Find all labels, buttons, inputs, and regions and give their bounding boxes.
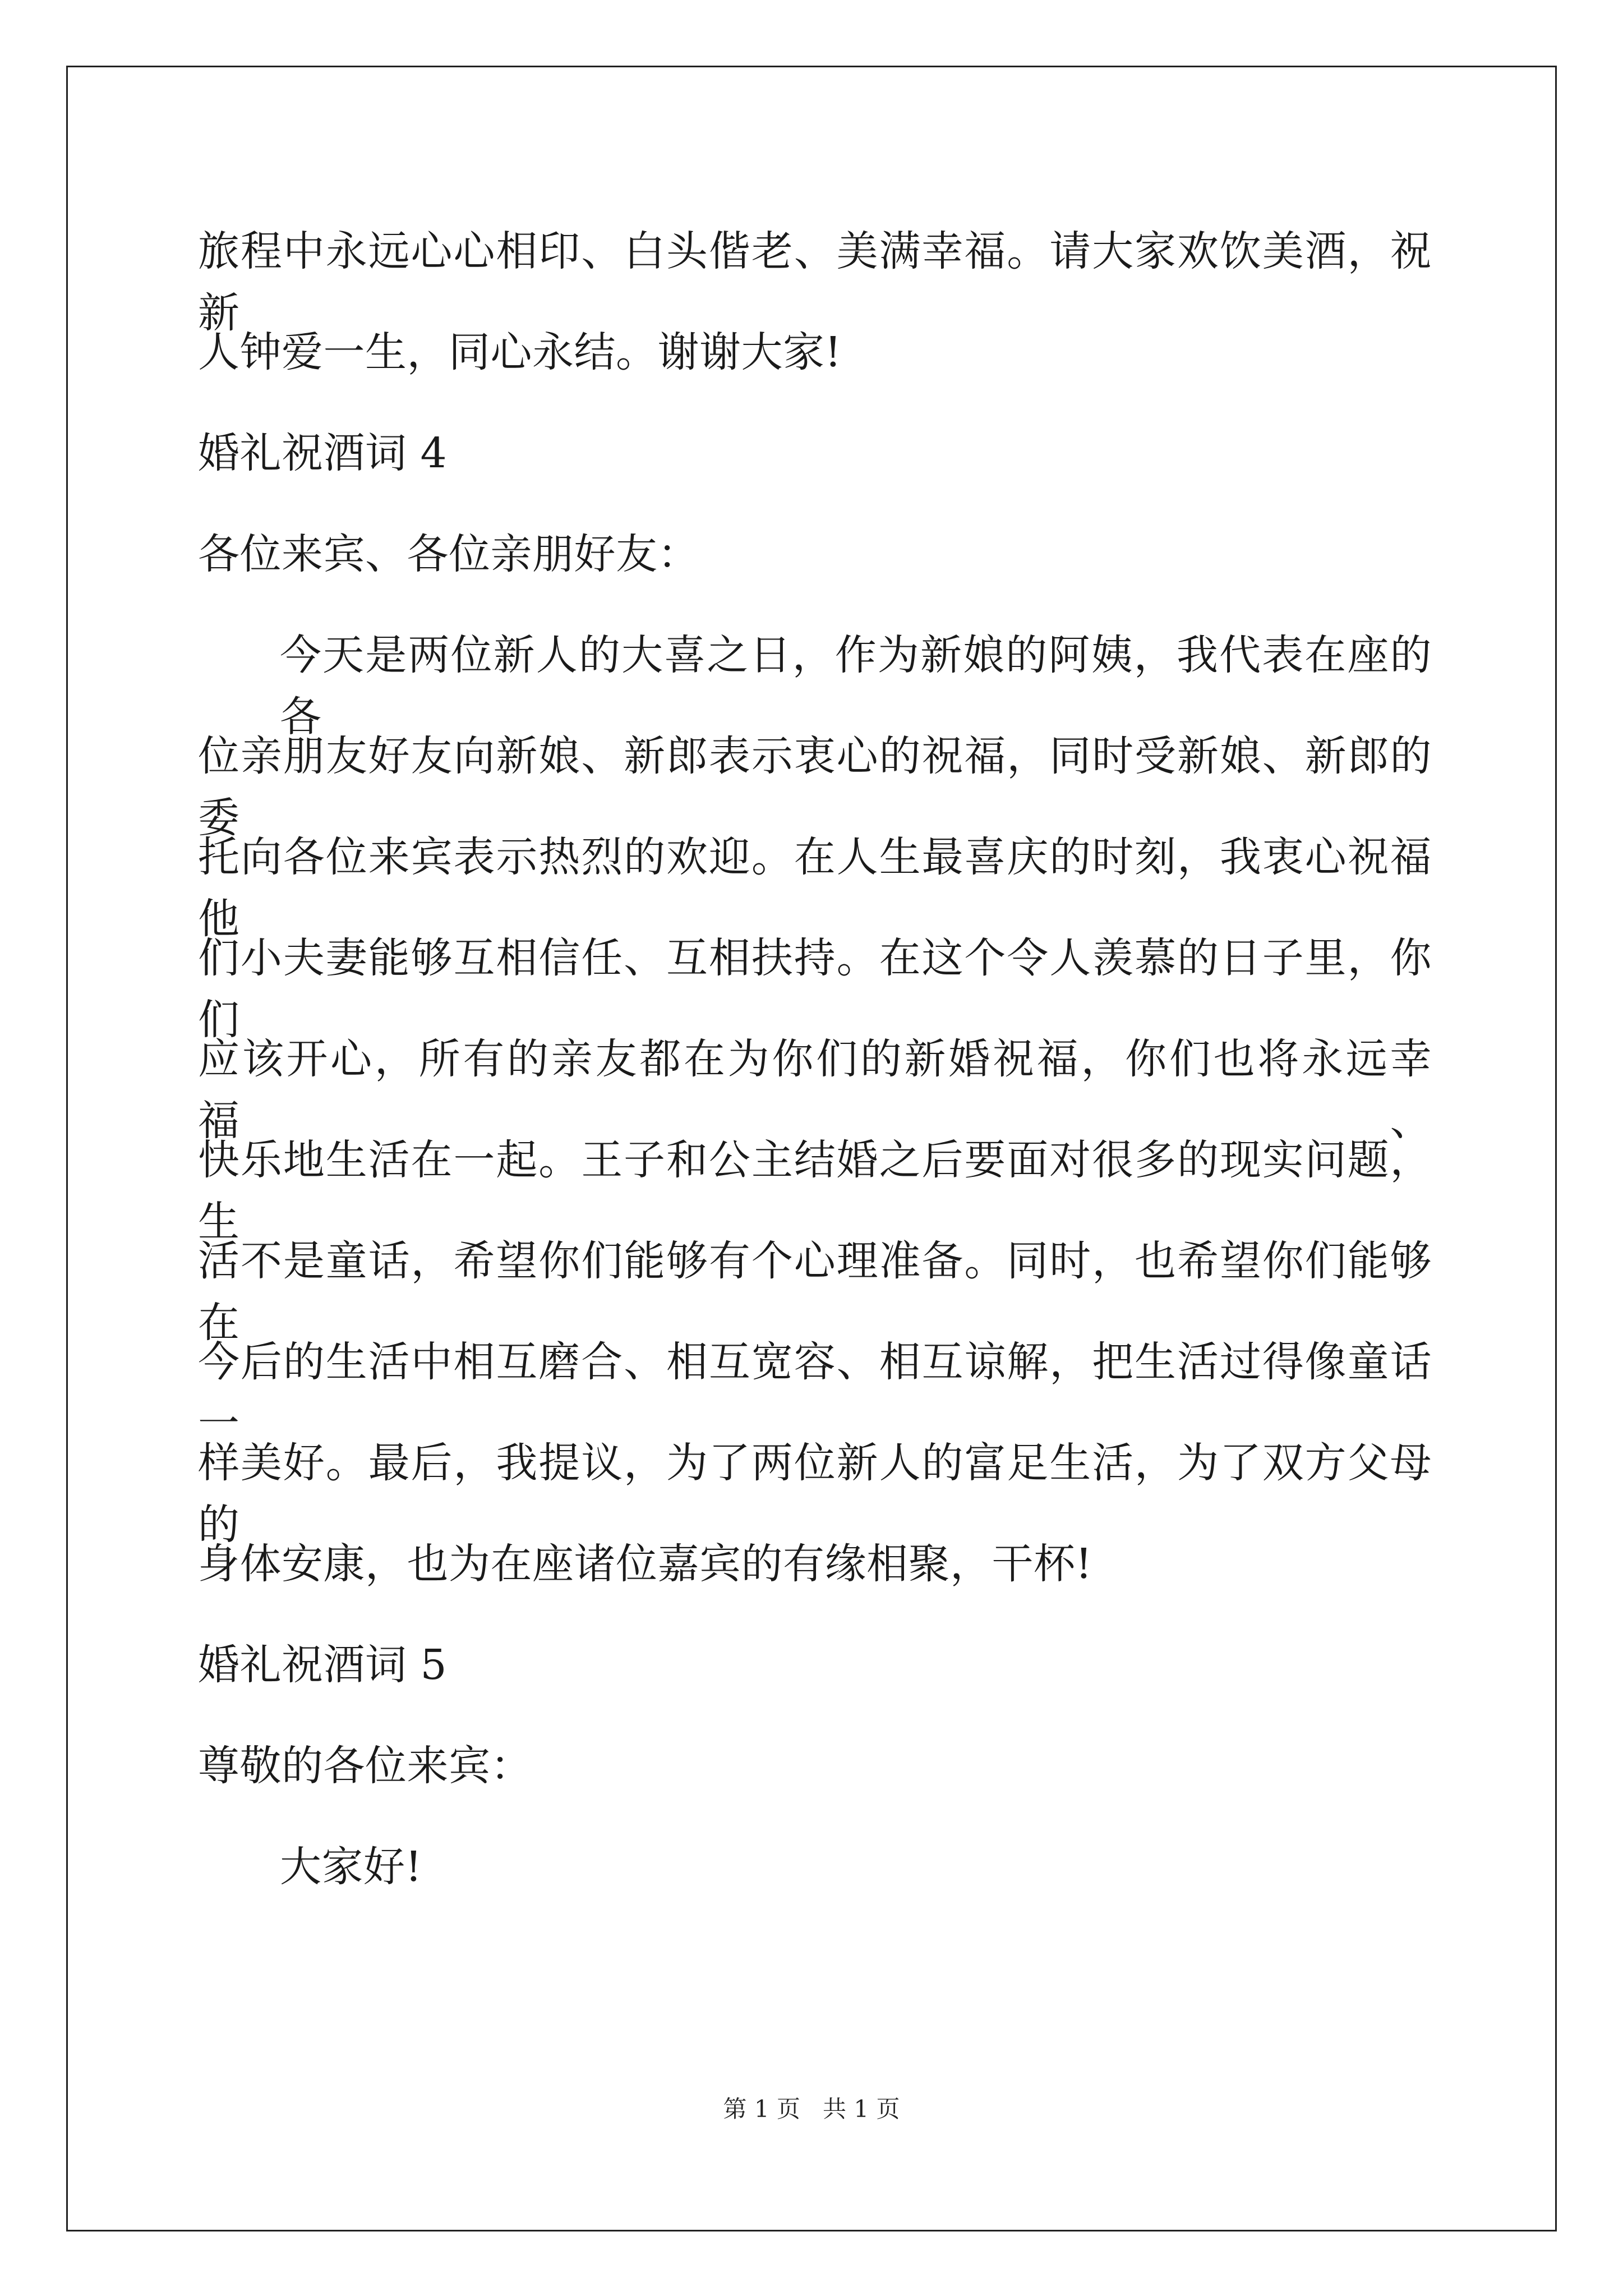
body-line: 旅程中永远心心相印、白头偕老、美满幸福。请大家欢饮美酒，祝新 [198, 227, 1432, 337]
greeting: 大家好! [280, 1843, 422, 1891]
body-line: 活不是童话，希望你们能够有个心理准备。同时，也希望你们能够在 [198, 1237, 1432, 1347]
section-heading: 婚礼祝酒词 5 [198, 1641, 448, 1689]
salutation: 各位来宾、各位亲朋好友： [198, 530, 699, 578]
salutation: 尊敬的各位来宾： [198, 1742, 532, 1790]
body-line: 们小夫妻能够互相信任、互相扶持。在这个令人羡慕的日子里，你们 [198, 934, 1432, 1044]
body-line: 快乐地生活在一起。王子和公主结婚之后要面对很多的现实问题，生 [198, 1136, 1432, 1246]
page-footer: 第 1 页 共 1 页 [723, 2095, 900, 2123]
section-heading: 婚礼祝酒词 4 [198, 429, 448, 477]
body-line: 样美好。最后，我提议，为了两位新人的富足生活，为了双方父母的 [198, 1439, 1432, 1549]
body-line: 今后的生活中相互磨合、相互宽容、相互谅解，把生活过得像童话一 [198, 1338, 1432, 1448]
body-line: 位亲朋友好友向新娘、新郎表示衷心的祝福，同时受新娘、新郎的委 [198, 732, 1432, 842]
body-line: 托向各位来宾表示热烈的欢迎。在人生最喜庆的时刻，我衷心祝福他 [198, 833, 1432, 943]
body-line: 人钟爱一生，同心永结。谢谢大家! [198, 328, 842, 376]
paragraph-first-line: 今天是两位新人的大喜之日，作为新娘的阿姨，我代表在座的各 [280, 631, 1432, 741]
body-line: 身体安康，也为在座诸位嘉宾的有缘相聚，干杯! [198, 1540, 1092, 1588]
body-line: 应该开心，所有的亲友都在为你们的新婚祝福，你们也将永远幸福、 [198, 1035, 1432, 1145]
